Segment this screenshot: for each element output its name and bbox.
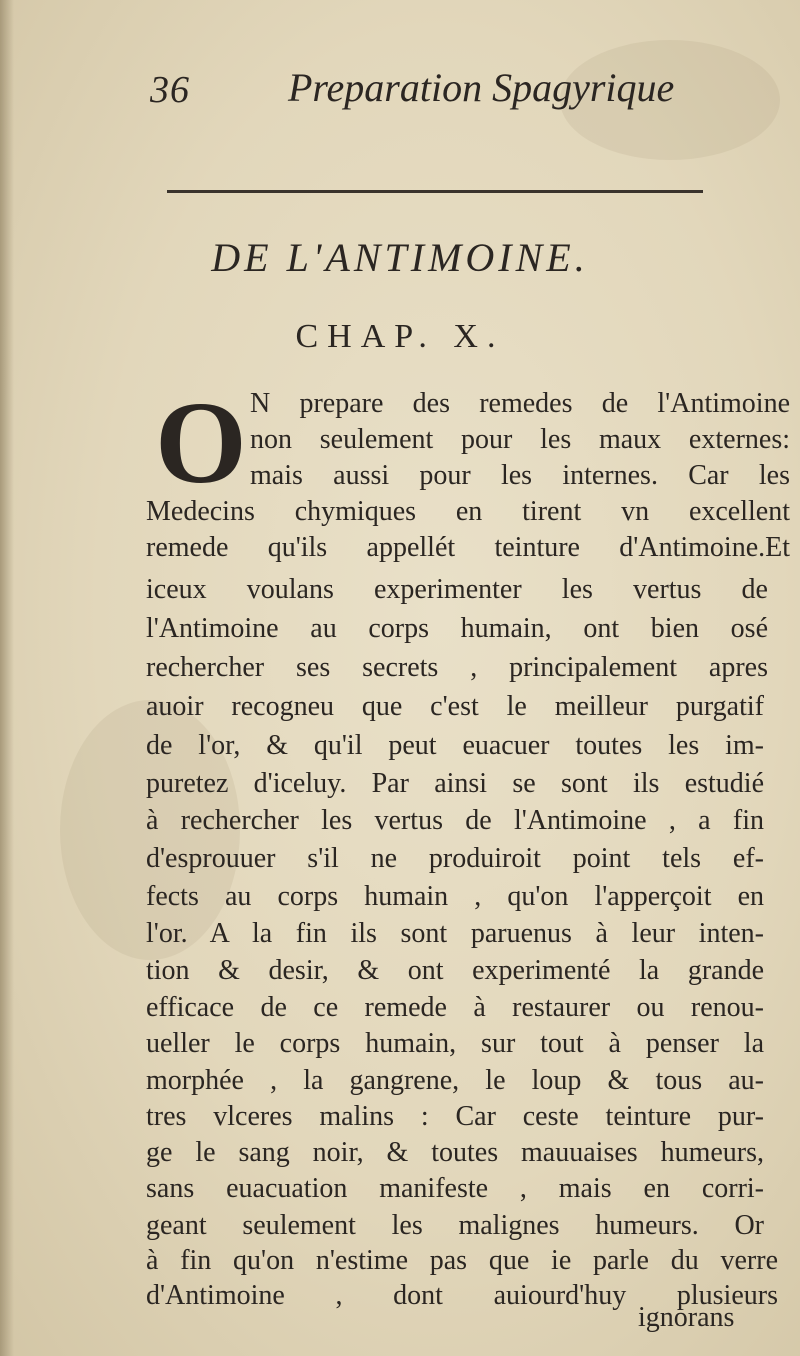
text-line: Medecins chymiques en tirent vn excellent	[146, 496, 790, 527]
text-line: geant seulement les malignes humeurs. Or	[146, 1210, 764, 1241]
text-line: sans euacuation manifeste , mais en corri-	[146, 1173, 764, 1204]
text-line: à rechercher les vertus de l'Antimoine , a fin	[146, 805, 764, 836]
text-line: morphée , la gangrene, le loup & tous au-	[146, 1065, 764, 1096]
text-line: puretez d'iceluy. Par ainsi se sont ils estudié	[146, 768, 764, 799]
page-number: 36	[150, 69, 190, 111]
text-line: d'Antimoine , dont auiourd'huy plusieurs	[146, 1280, 778, 1311]
running-title: Preparation Spagyrique	[288, 65, 675, 110]
text-line: efficace de ce remede à restaurer ou renou-	[146, 992, 764, 1023]
text-line: non seulement pour les maux externes:	[250, 424, 790, 455]
text-line: ge le sang noir, & toutes mauuaises humeurs,	[146, 1137, 764, 1168]
section-title: DE L'ANTIMOINE.	[211, 235, 589, 280]
text-line: ueller le corps humain, sur tout à penser la	[146, 1028, 764, 1059]
text-line: de l'or, & qu'il peut euacuer toutes les im-	[146, 730, 764, 761]
text-line: rechercher ses secrets , principalement apres	[146, 652, 768, 683]
text-line: tres vlceres malins : Car ceste teinture pur-	[146, 1101, 764, 1132]
text-line: à fin qu'on n'estime pas que ie parle du verre	[146, 1245, 778, 1276]
text-line: tion & desir, & ont experimenté la grande	[146, 955, 764, 986]
text-line: fects au corps humain , qu'on l'apperçoit en	[146, 881, 764, 912]
chapter-heading: CHAP. X.	[295, 318, 505, 355]
text-line: d'esprouuer s'il ne produiroit point tels ef-	[146, 843, 764, 874]
catchword: ignorans	[638, 1302, 735, 1333]
text-line: auoir recogneu que c'est le meilleur purgatif	[146, 691, 764, 722]
drop-cap: O	[155, 377, 247, 508]
text-line: l'or. A la fin ils sont paruenus à leur inten-	[146, 918, 764, 949]
text-line: remede qu'ils appellét teinture d'Antimoine.Et	[146, 532, 790, 563]
text-line: iceux voulans experimenter les vertus de	[146, 574, 768, 605]
text-line: mais aussi pour les internes. Car les	[250, 460, 790, 491]
text-line: N prepare des remedes de l'Antimoine	[250, 388, 790, 419]
text-line: l'Antimoine au corps humain, ont bien osé	[146, 613, 768, 644]
